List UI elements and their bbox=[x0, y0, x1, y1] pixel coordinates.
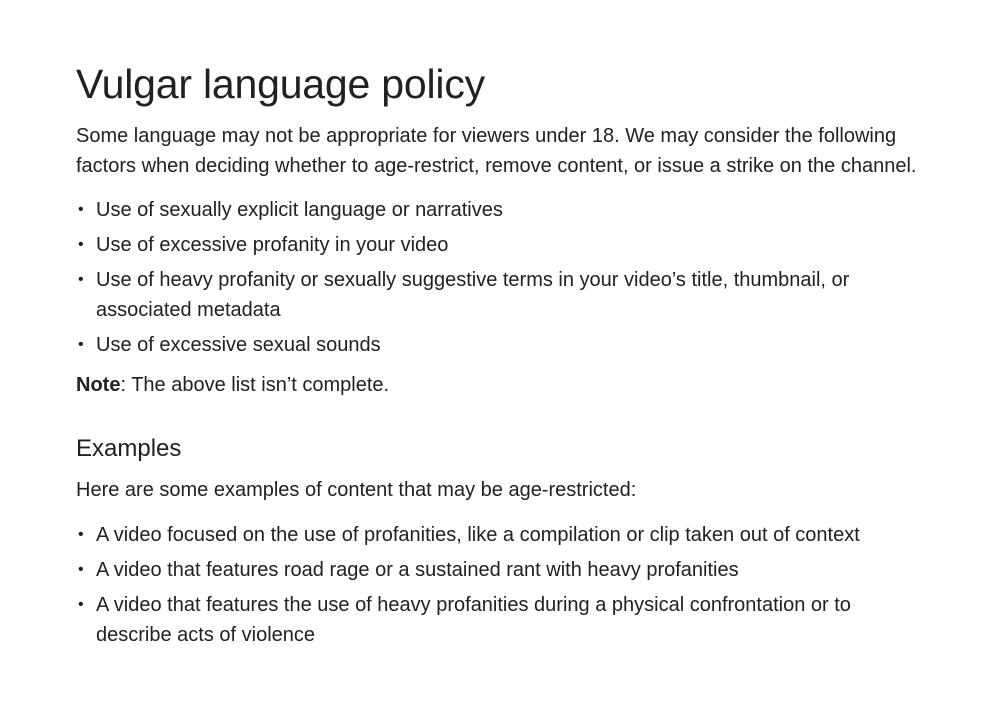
list-item bbox=[76, 195, 926, 225]
note-label: Note bbox=[76, 374, 121, 396]
list-item bbox=[76, 555, 926, 585]
note-text: : The above list isn’t complete. bbox=[120, 374, 390, 396]
list-item-text: A video focused on the use of profanities, like a compilation or clip taken out of context bbox=[96, 524, 860, 546]
bullet-dot: • bbox=[78, 561, 84, 578]
bullet-dot: • bbox=[78, 201, 84, 218]
list-item-text: A video that features the use of heavy profanities during a physical confrontation or to describe acts of violence bbox=[96, 594, 851, 646]
list-item-text: Use of excessive sexual sounds bbox=[96, 334, 381, 356]
note-paragraph bbox=[76, 370, 940, 400]
examples-intro: Here are some examples of content that may be age-restricted: bbox=[76, 479, 637, 501]
list-item-text: Use of sexually explicit language or narratives bbox=[96, 199, 503, 221]
list-item-text: Use of heavy profanity or sexually suggestive terms in your video’s title, thumbnail, or associated metadata bbox=[96, 269, 850, 321]
bullet-dot: • bbox=[78, 596, 84, 613]
list-item bbox=[76, 330, 926, 360]
list-item bbox=[76, 265, 926, 325]
examples-list bbox=[76, 520, 940, 650]
list-item-text: Use of excessive profanity in your video bbox=[96, 234, 449, 256]
list-item bbox=[76, 230, 926, 260]
bullet-dot: • bbox=[78, 336, 84, 353]
bullet-dot: • bbox=[78, 526, 84, 543]
intro-paragraph: Some language may not be appropriate for viewers under 18. We may consider the following factors when deciding whether to age-restrict, remove content, or issue a strike on the channel. bbox=[76, 125, 917, 177]
list-item bbox=[76, 590, 926, 650]
factors-list bbox=[76, 195, 940, 360]
bullet-dot: • bbox=[78, 236, 84, 253]
list-item bbox=[76, 520, 926, 550]
examples-heading: Examples bbox=[76, 435, 182, 462]
list-item-text: A video that features road rage or a sustained rant with heavy profanities bbox=[96, 559, 739, 581]
bullet-dot: • bbox=[78, 271, 84, 288]
page-title: Vulgar language policy bbox=[76, 61, 485, 107]
